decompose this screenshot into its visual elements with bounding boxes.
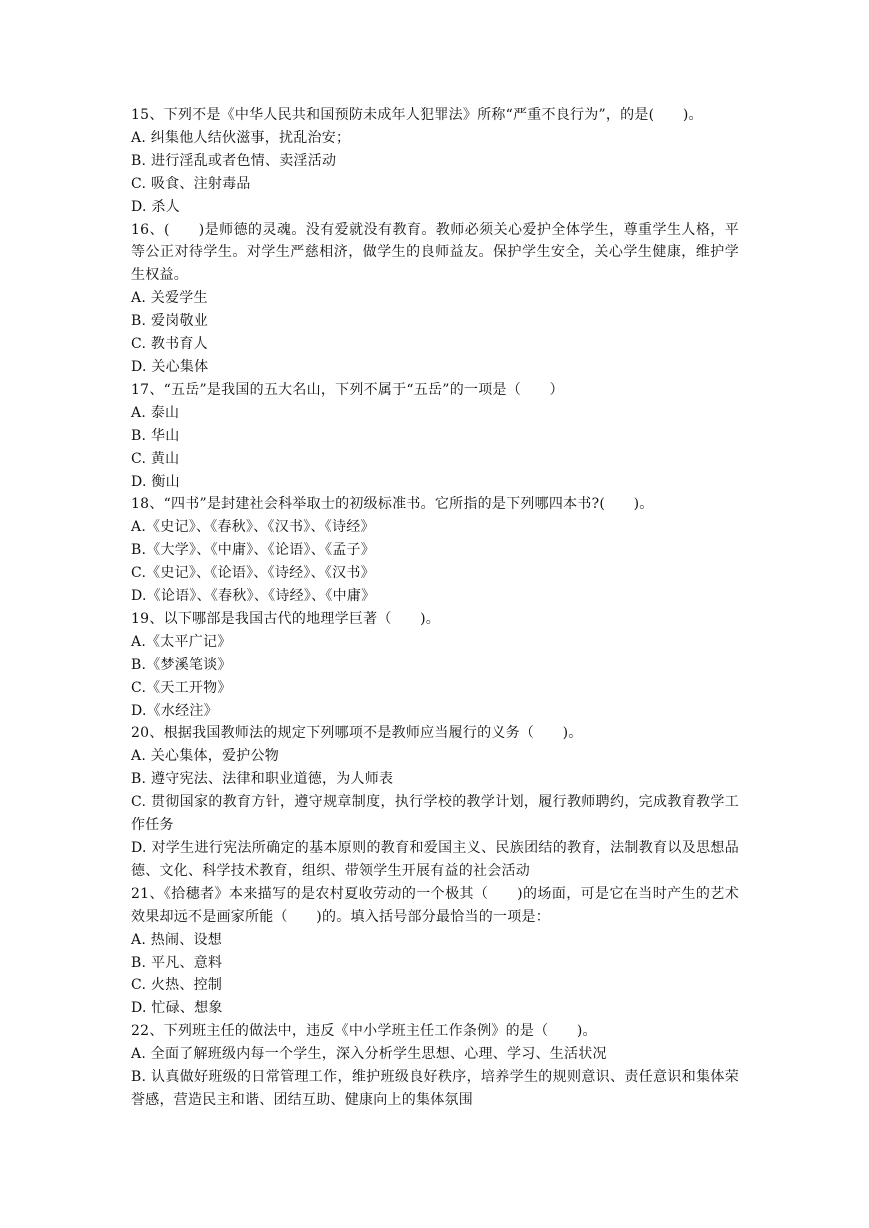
option-d: D. 关心集体 [131, 358, 209, 375]
option-c: C. 吸食、注射毒品 [131, 175, 251, 192]
question-stem: 19、以下哪部是我国古代的地理学巨著（ )。 [131, 610, 441, 627]
option-b: B. 平凡、意料 [131, 954, 223, 971]
question-19 [131, 608, 739, 723]
option-d: D. 忙碌、想象 [131, 1000, 223, 1017]
option-c: C. 教书育人 [131, 336, 208, 353]
question-stem: 21、《拾穗者》本来描写的是农村夏收劳动的一个极其（ )的场面，可是它在当时产生的艺术效果却远不是画家所能（ )的。填入括号部分最恰当的一项是： [131, 885, 739, 925]
option-d: D.《水经注》 [131, 702, 218, 719]
question-stem: 15、下列不是《中华人民共和国预防未成年人犯罪法》所称“严重不良行为”，的是( )。 [131, 107, 703, 123]
question-stem: 22、下列班主任的做法中，违反《中小学班主任工作条例》的是（ )。 [131, 1023, 597, 1040]
question-15 [131, 104, 739, 219]
option-c: C. 贯彻国家的教育方针，遵守规章制度，执行学校的教学计划，履行教师聘约，完成教育教学工作任务 [131, 794, 739, 834]
question-stem: 17、“五岳”是我国的五大名山，下列不属于“五岳”的一项是（ ） [131, 381, 564, 398]
question-stem: 20、根据我国教师法的规定下列哪项不是教师应当履行的义务（ )。 [131, 725, 583, 742]
option-c: C. 火热、控制 [131, 977, 223, 994]
option-b: B. 遵守宪法、法律和职业道德，为人师表 [131, 771, 394, 788]
question-20 [131, 722, 739, 882]
option-a: A. 关心集体，爱护公物 [131, 748, 280, 765]
option-b: B. 进行淫乱或者色情、卖淫活动 [131, 152, 337, 169]
option-b: B. 华山 [131, 427, 180, 444]
option-a: A. 纠集他人结伙滋事，扰乱治安； [131, 129, 351, 146]
option-c: C. 黄山 [131, 450, 180, 467]
document-page [131, 104, 739, 1112]
question-stem: 16、( )是师德的灵魂。没有爱就没有教育。教师必须关心爱护全体学生，尊重学生人格，平等公正对待学生。对学生严慈相济，做学生的良师益友。保护学生安全，关心学生健康，维护学生权益。 [131, 221, 739, 284]
option-d: D. 衡山 [131, 473, 180, 490]
option-c: C.《史记》、《论语》、《诗经》、《汉书》 [131, 565, 375, 582]
option-b: B.《大学》、《中庸》、《论语》、《孟子》 [131, 542, 375, 559]
option-c: C.《天工开物》 [131, 679, 232, 696]
option-b: B. 爱岗敬业 [131, 313, 208, 330]
question-21 [131, 883, 739, 1020]
option-d: D.《论语》、《春秋》、《诗经》、《中庸》 [131, 588, 376, 605]
question-16 [131, 219, 739, 379]
option-a: A.《史记》、《春秋》、《汉书》、《诗经》 [131, 519, 375, 536]
option-d: D. 对学生进行宪法所确定的基本原则的教育和爱国主义、民族团结的教育，法制教育以及思想品德、文化、科学技术教育，组织、带领学生开展有益的社会活动 [131, 840, 739, 879]
option-a: A. 关爱学生 [131, 290, 208, 307]
option-a: A. 全面了解班级内每一个学生，深入分析学生思想、心理、学习、生活状况 [131, 1046, 607, 1063]
option-a: A. 热闹、设想 [131, 931, 223, 948]
question-17 [131, 379, 739, 494]
question-18 [131, 493, 739, 608]
option-d: D. 杀人 [131, 198, 180, 215]
option-a: A.《太平广记》 [131, 633, 232, 650]
question-22 [131, 1020, 739, 1112]
option-b: B. 认真做好班级的日常管理工作，维护班级良好秩序，培养学生的规则意识、责任意识和集体荣誉感，营造民主和谐、团结互助、健康向上的集体氛围 [131, 1069, 739, 1108]
option-b: B.《梦溪笔谈》 [131, 656, 232, 673]
question-stem: 18、“四书”是封建社会科举取士的初级标准书。它所指的是下列哪四本书?( )。 [131, 496, 654, 513]
option-a: A. 泰山 [131, 404, 180, 421]
